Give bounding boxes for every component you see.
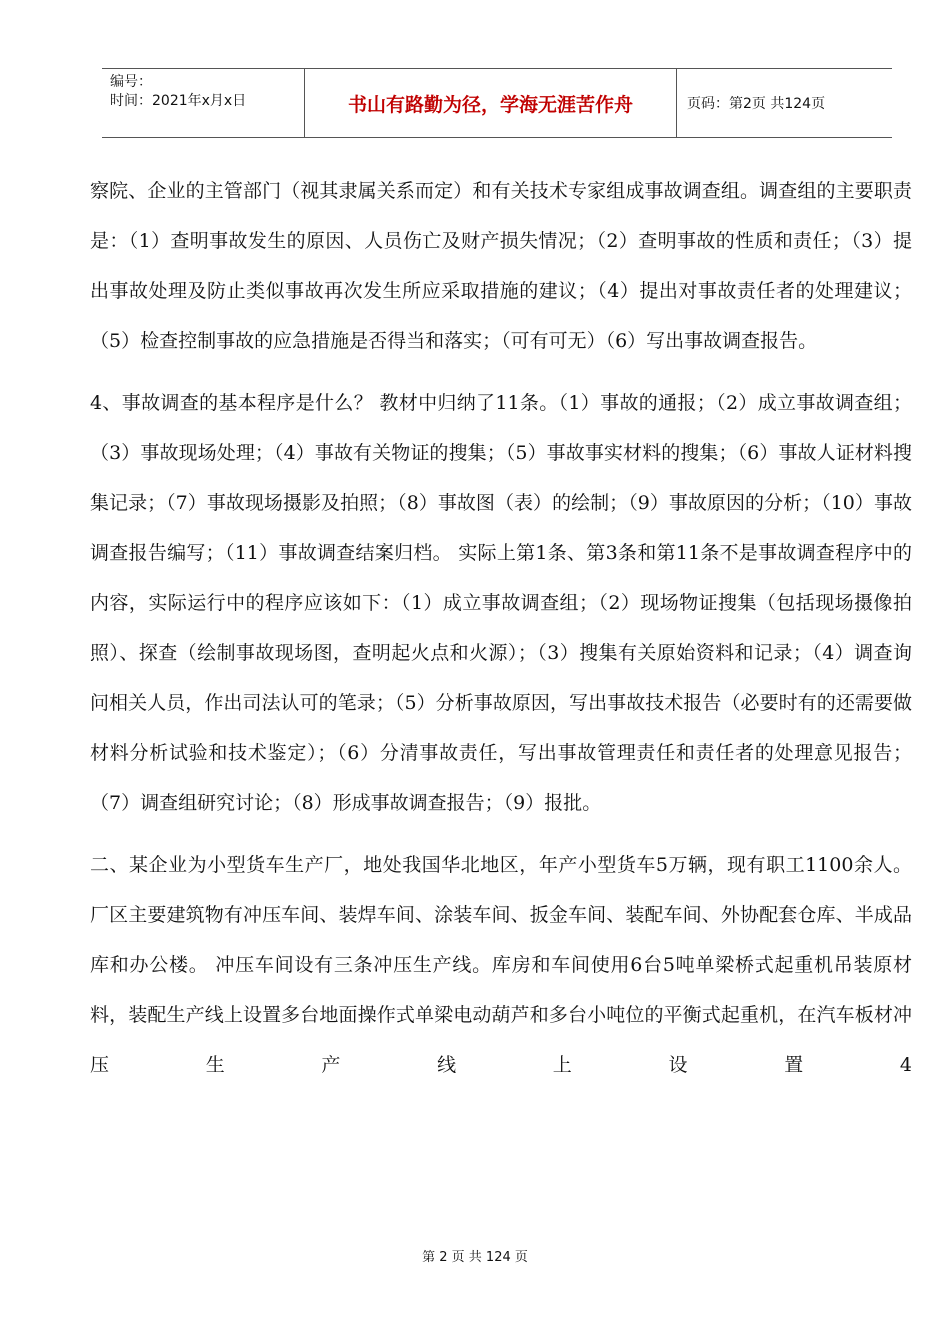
header-meta	[102, 69, 304, 137]
paragraph-case-two: 二、某企业为小型货车生产厂，地处我国华北地区，年产小型货车5万辆，现有职工1100余人。 厂区主要建筑物有冲压车间、装焊车间、涂装车间、扳金车间、装配车间、外协配套仓库、半成品库和办公楼。 冲压车间设有三条冲压生产线。库房和车间使用6台5吨单梁桥式起重机吊装原材料，装配生产线上设置多台地面操作式单梁电动葫芦和多台小吨位的平衡式起重机，在汽车板材冲压生产线上设置4	[90, 854, 912, 1076]
document-body	[90, 166, 912, 1090]
document-time: 时间：2021年x月x日	[110, 93, 247, 109]
page-footer: 第 2 页 共 124 页	[422, 1250, 528, 1265]
paragraph-investigation-duties: 察院、企业的主管部门（视其隶属关系而定）和有关技术专家组成事故调查组。调查组的主要职责是：（1）查明事故发生的原因、人员伤亡及财产损失情况；（2）查明事故的性质和责任；（3）提出事故处理及防止类似事故再次发生所应采取措施的建议；（4）提出对事故责任者的处理建议；（5）检查控制事故的应急措施是否得当和落实；（可有可无）（6）写出事故调查报告。	[90, 180, 912, 352]
header-page-info: 页码：第2页 共124页	[687, 96, 826, 112]
document-number-label: 编号：	[110, 74, 152, 90]
paragraph-investigation-procedure: 4、事故调查的基本程序是什么？ 教材中归纳了11条。（1）事故的通报；（2）成立事故调查组；（3）事故现场处理；（4）事故有关物证的搜集；（5）事故事实材料的搜集；（6）事故人证材料搜集记录；（7）事故现场摄影及拍照；（8）事故图（表）的绘制；（9）事故原因的分析；（10）事故调查报告编写；（11）事故调查结案归档。 实际上第1条、第3条和第11条不是事故调查程序中的内容，实际运行中的程序应该如下：（1）成立事故调查组；（2）现场物证搜集（包括现场摄像拍照）、探查（绘制事故现场图，查明起火点和火源）；（3）搜集有关原始资料和记录；（4）调查询问相关人员，作出司法认可的笔录；（5）分析事故原因，写出事故技术报告（必要时有的还需要做材料分析试验和技术鉴定）；（6）分清事故责任，写出事故管理责任和责任者的处理意见报告；（7）调查组研究讨论；（8）形成事故调查报告；（9）报批。	[90, 392, 912, 814]
page-header	[102, 68, 892, 138]
header-motto: 书山有路勤为径，学海无涯苦作舟	[304, 69, 677, 137]
